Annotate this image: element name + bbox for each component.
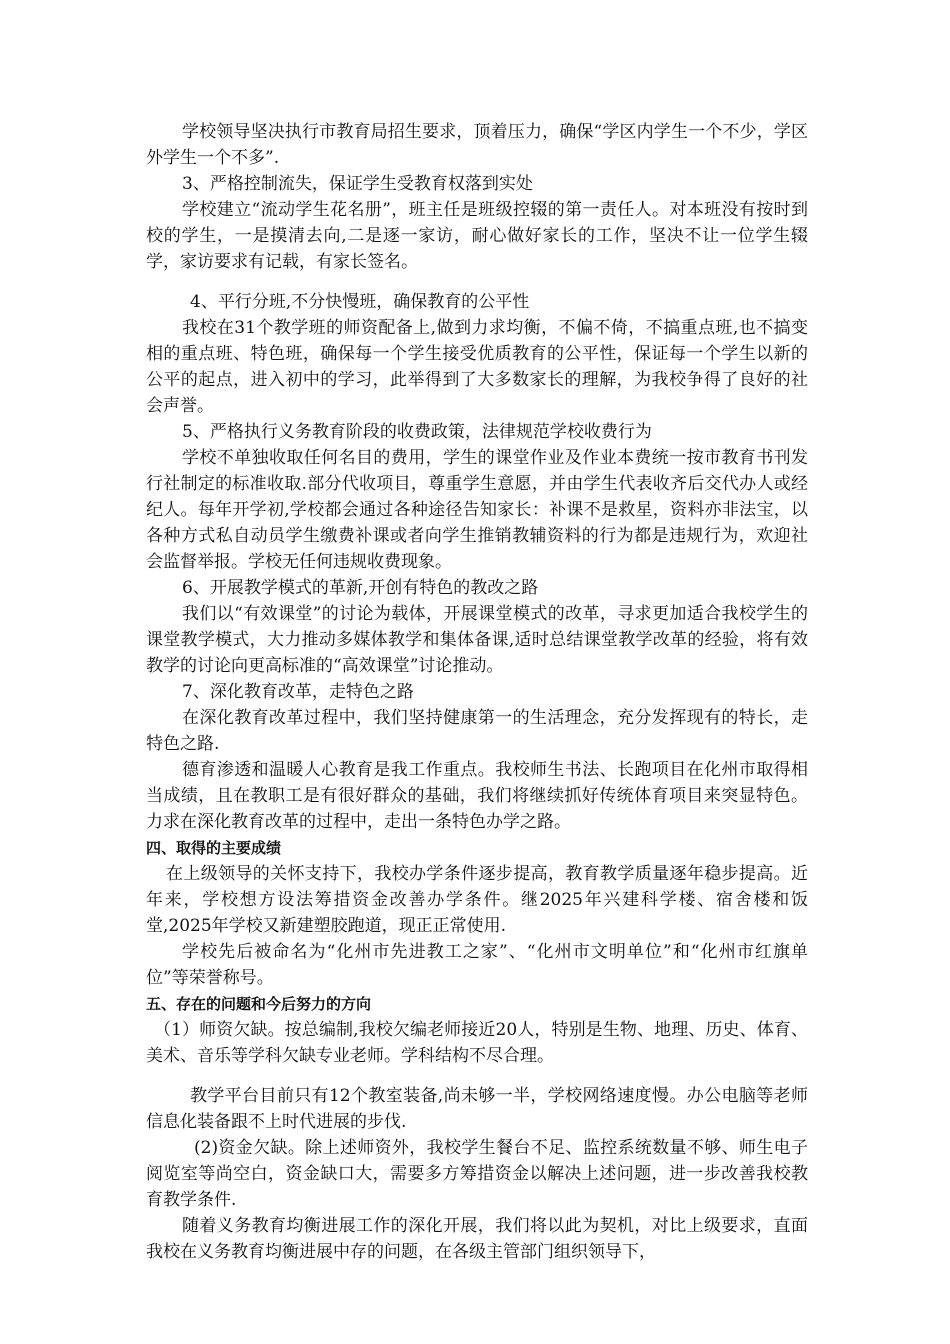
paragraph-teacher-shortage: （1）师资欠缺。按总编制,我校欠编老师接近20人，特别是生物、地理、历史、体育、美术、音乐等学科欠缺专业老师。学科结构不尽合理。 — [146, 1020, 808, 1066]
item-heading-7: 7、深化教育改革，走特色之路 — [182, 682, 414, 702]
section-heading-achievements: 四、取得的主要成绩 — [146, 839, 282, 857]
paragraph-fees: 学校不单独收取任何名目的费用，学生的课堂作业及作业本费统一按市教育书刊发行社制定的标准收取.部分代收项目，尊重学生意愿，并由学生代表收齐后交代办人或经纪人。每年开学初,学校都会通过各种途径告知家长：补课不是救星，资料亦非法宝，以各种方式私自动员学生缴费补课或者向学生推销教辅资料的行为都是违规行为，欢迎社会监督举报。学校无任何违规收费现象。 — [146, 448, 808, 572]
section-heading-problems: 五、存在的问题和今后努力的方向 — [146, 995, 372, 1013]
paragraph-conditions: 在上级领导的关怀支持下，我校办学条件逐步提高，教育教学质量逐年稳步提高。近年来，学校想方设法筹措资金改善办学条件。继2025年兴建科学楼、宿舍楼和饭堂,2025年学校又新建塑胶跑道，现正正常使用. — [146, 864, 808, 936]
paragraph-class-allocation: 我校在31个教学班的师资配备上,做到力求均衡，不偏不倚，不搞重点班,也不搞变相的重点班、特色班，确保每一个学生接受优质教育的公平性，保证每一个学生以新的公平的起点，进入初中的学习，此举得到了大多数家长的理解，为我校争得了良好的社会声誉。 — [146, 318, 808, 416]
paragraph-funding: (2)资金欠缺。除上述师资外，我校学生餐台不足、监控系统数量不够、师生电子阅览室等尚空白，资金缺口大，需要多方筹措资金以解决上述问题，进一步改善我校教育教学条件. — [146, 1138, 808, 1210]
item-heading-4: 4、平行分班,不分快慢班，确保教育的公平性 — [190, 292, 530, 312]
paragraph-platform: 教学平台目前只有12个教室装备,尚未够一半，学校网络速度慢。办公电脑等老师信息化装备跟不上时代进展的步伐. — [146, 1086, 808, 1132]
paragraph-teaching-model: 我们以“有效课堂”的讨论为载体，开展课堂模式的改革，寻求更加适合我校学生的课堂教学模式，大力推动多媒体教学和集体备课,适时总结课堂教学改革的经验，将有效教学的讨论向更高标准的“高效课堂”讨论推动。 — [146, 604, 808, 676]
item-heading-6: 6、开展教学模式的革新,开创有特色的教改之路 — [182, 578, 539, 598]
paragraph-dropout-control: 学校建立“流动学生花名册”，班主任是班级控辍的第一责任人。对本班没有按时到校的学生，一是摸清去向,二是逐一家访，耐心做好家长的工作，坚决不让一位学生辍学，家访要求有记载，有家长签名。 — [146, 200, 808, 272]
paragraph-reform: 在深化教育改革过程中，我们坚持健康第一的生活理念，充分发挥现有的特长，走特色之路. — [146, 708, 808, 754]
document-page — [146, 119, 808, 1265]
item-heading-5: 5、严格执行义务教育阶段的收费政策，法律规范学校收费行为 — [182, 422, 652, 442]
paragraph-enrollment: 学校领导坚决执行市教育局招生要求，顶着压力，确保“学区内学生一个不少，学区外学生一个不多”. — [146, 122, 808, 168]
paragraph-honors: 学校先后被命名为“化州市先进教工之家”、“化州市文明单位”和“化州市红旗单位”等荣誉称号。 — [146, 942, 808, 988]
paragraph-future: 随着义务教育均衡进展工作的深化开展，我们将以此为契机，对比上级要求，直面我校在义务教育均衡进展中存的问题，在各级主管部门组织领导下， — [146, 1216, 808, 1262]
item-heading-3: 3、严格控制流失，保证学生受教育权落到实处 — [182, 174, 533, 194]
paragraph-moral-education: 德育渗透和温暖人心教育是我工作重点。我校师生书法、长跑项目在化州市取得相当成绩，且在教职工是有很好群众的基础，我们将继续抓好传统体育项目来突显特色。力求在深化教育改革的过程中，走出一条特色办学之路。 — [146, 760, 808, 832]
